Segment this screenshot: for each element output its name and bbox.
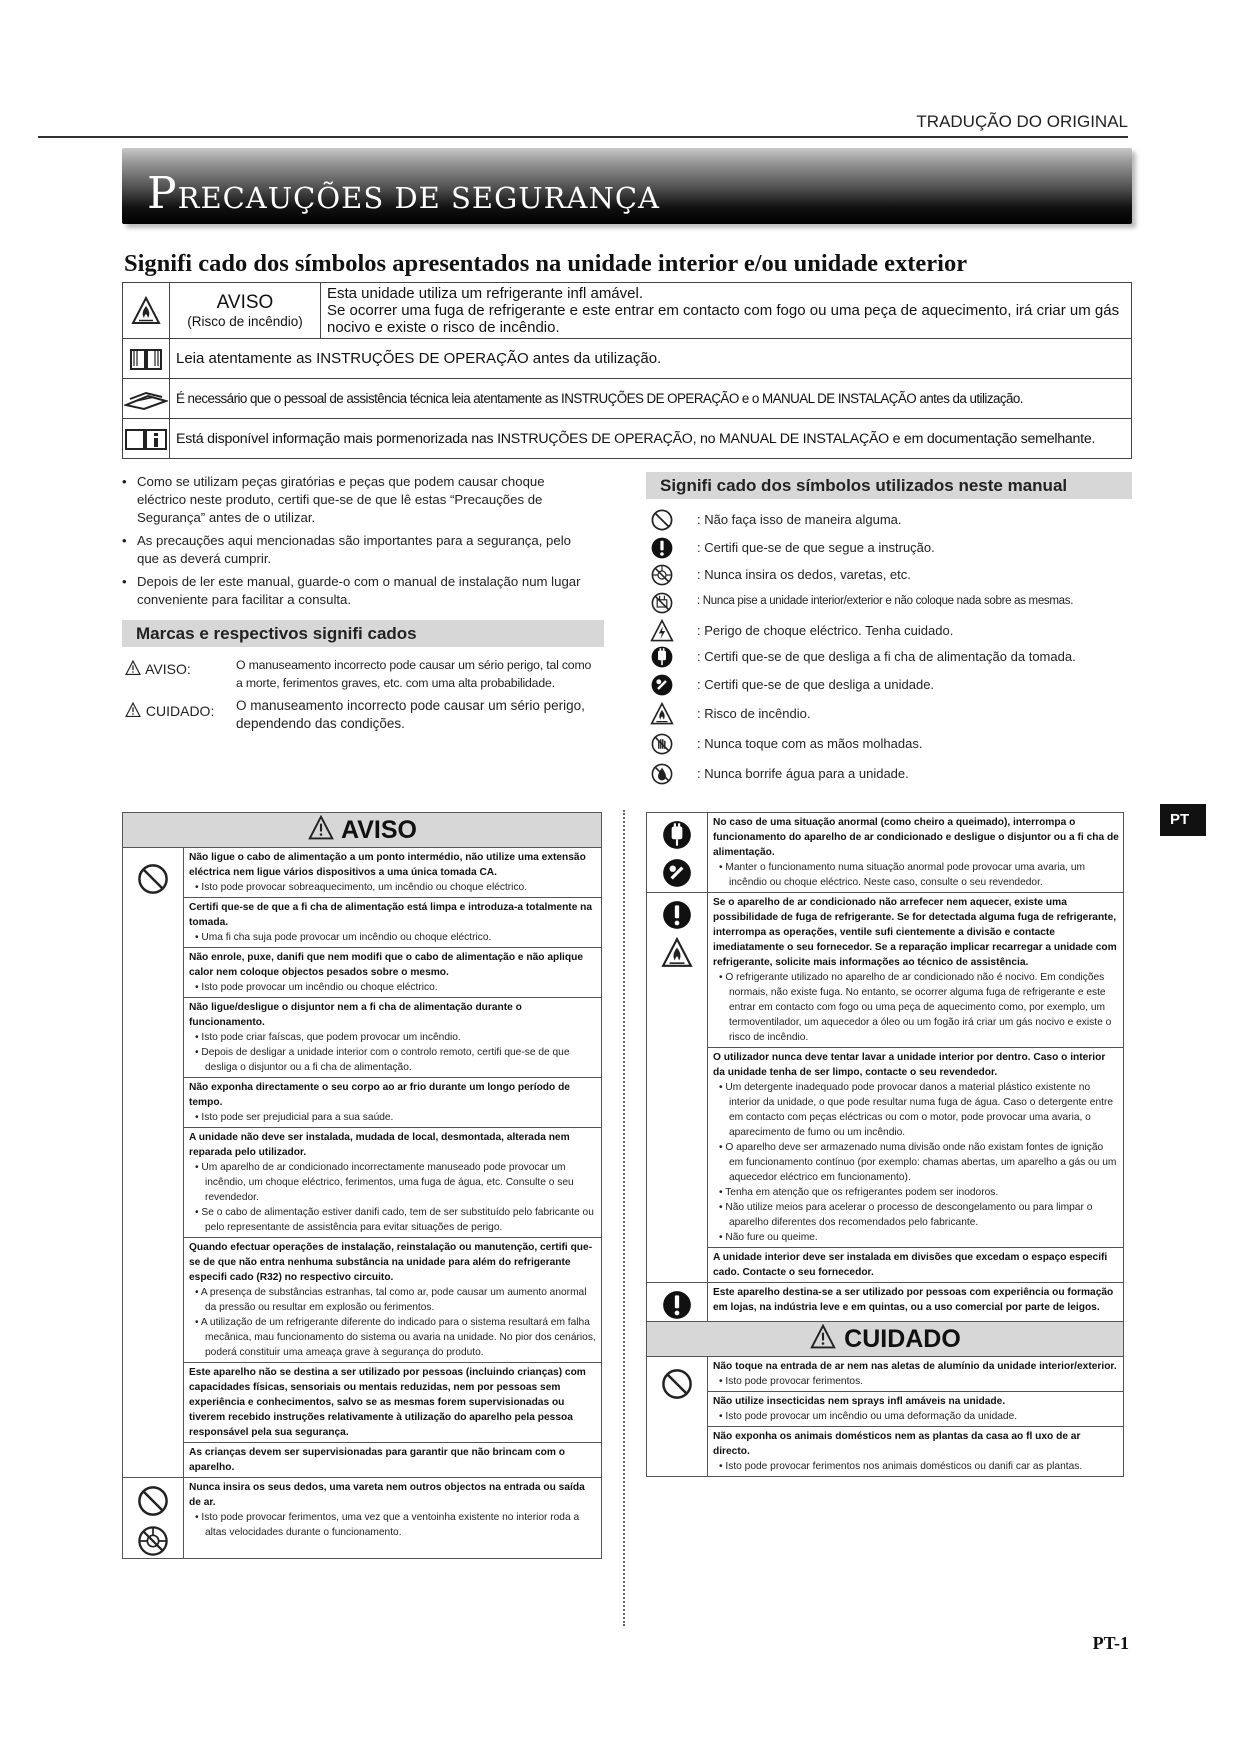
mark-cuidado-label: CUIDADO: [124, 702, 214, 719]
cuidado-heading: CUIDADO [647, 1322, 1123, 1357]
language-tab: PT [1160, 804, 1206, 836]
mark-aviso-text: O manuseamento incorrecto pode causar um sério perigo, tal como a morte, ferimentos graves, etc. com uma alta probabilidade. [236, 658, 592, 690]
mandatory-icon [647, 1283, 708, 1321]
cuidado-item: Não exponha os animais domésticos nem as plantas da casa ao fl uxo de ar directo. • Isto pode provocar ferimentos nos animais domésticos ou danifi car as plantas. [713, 1431, 1083, 1472]
right-group [647, 893, 1123, 1283]
prohibition-icon [650, 508, 674, 535]
unplug-icon [647, 813, 708, 892]
symbols-heading: Signifi cado dos símbolos apresentados na unidade interior e/ou unidade exterior [124, 250, 968, 277]
manual-symbols-heading: Signifi cado dos símbolos utilizados neste manual [646, 472, 1132, 499]
warning-icon [809, 1324, 837, 1350]
fire-risk-icon [661, 937, 693, 969]
manual-book-icon [123, 339, 170, 379]
prohibition-icon [647, 1357, 708, 1476]
no-fingers-icon [650, 563, 674, 590]
aviso-item: Certifi que-se de que a fi cha de alimentação está limpa e introduza-a totalmente na tomada. • Uma fi cha suja pode provocar um incêndio ou choque eléctrico. [184, 898, 601, 948]
fire-risk-icon [123, 283, 170, 339]
manual-row-text: Leia atentamente as INSTRUÇÕES DE OPERAÇÃO antes da utilização. [170, 339, 1132, 379]
service-row-text: É necessário que o pessoal de assistência técnica leia atentamente as INSTRUÇÕES DE OPERAÇÃO e o MANUAL DE INSTALAÇÃO antes da utilização. [170, 379, 1132, 419]
right-item: O utilizador nunca deve tentar lavar a unidade interior por dentro. Caso o interior da unidade tenha de ser limpo, contacte o seu revendedor. • Um detergente inadequado pode provocar danos a material plástico existente no interior da unidade, o que pode resultar numa fuga de água. Caso o detergente entre em contacto com peças eléctricas ou com o motor, pode provocar uma avaria, o aparecimento de fumo ou um incêndio. • O aparelho deve ser armazenado numa divisão onde não existam fontes de ignição em funcionamento contínuo (por exemplo: chamas abertas, um aparelho a gás ou um aquecedor eléctrico em funcionamento). • Tenha em atenção que os refrigerantes podem ser inodoros. • Não utilize meios para acelerar o processo de descongelamento ou para limpar o aparelho diferentes dos recomendados pelo fabricante. • Não fure ou queime. [708, 1048, 1123, 1248]
prohibition-icon [123, 1478, 184, 1558]
aviso-item: Não enrole, puxe, danifi que nem modifi que o cabo de alimentação e não aplique calor nem coloque objectos pesados sobre o mesmo. • Isto pode provocar um incêndio ou choque eléctrico. [184, 948, 601, 998]
no-water-spray-icon [650, 762, 674, 789]
aviso-item: Não ligue/desligue o disjuntor nem a fi cha de alimentação durante o funcionamento. • Isto pode criar faíscas, que podem provocar um incêndio. • Depois de desligar a unidade interior com o controlo remoto, certifi que-se de que desliga o disjuntor ou a fi cha de alimentação. [184, 998, 601, 1078]
right-warning-box [646, 812, 1124, 1477]
column-divider [623, 810, 625, 1626]
right-group [647, 813, 1123, 893]
service-manual-icon [123, 379, 170, 419]
right-group [647, 1283, 1123, 1322]
aviso-label: AVISO [216, 292, 274, 313]
aviso-group [123, 1478, 601, 1558]
mark-aviso-label: AVISO: [124, 660, 191, 677]
aviso-text: Esta unidade utiliza um refrigerante infl amável. Se ocorrer uma fuga de refrigerante e este entrar em contacto com fogo ou uma peça de aquecimento, irá criar um gás nocivo e existe o risco de incêndio. [321, 283, 1132, 339]
aviso-item: Quando efectuar operações de instalação, reinstalação ou manutenção, certifi que-se de que não entra nenhuma substância na unidade para além do refrigerante especifi cado (R32) no respectivo circuito. • A presença de substâncias estranhas, tal como ar, pode causar um aumento anormal da pressão ou resultar em explosão ou ferimentos. • A utilização de um refrigerante diferente do indicado para o sistema resultará em falha mecânica, mau funcionamento do sistema ou avaria na unidade. No pior dos cenários, poderá constituir uma ameaça grave à segurança do produto. [184, 1238, 601, 1363]
right-item: No caso de uma situação anormal (como cheiro a queimado), interrompa o funcionamento do aparelho de ar condicionado e desligue o disjuntor ou a fi cha de alimentação. • Manter o funcionamento numa situação anormal pode provocar uma avaria, um incêndio ou choque eléctrico. Neste caso, consulte o seu revendedor. [713, 817, 1119, 888]
switch-off-icon [650, 673, 674, 700]
prohibition-icon [123, 848, 184, 1477]
right-item: Este aparelho destina-se a ser utilizado por pessoas com experiência ou formação em lojas, na indústria leve e em quintas, ou a uso comercial por parte de leigos. [713, 1287, 1114, 1313]
bullet-item: • Depois de ler este manual, guarde-o com o manual de instalação num lugar conveniente para facilitar a consulta. [122, 574, 581, 607]
switch-off-icon [661, 857, 693, 889]
cuidado-item: Não toque na entrada de ar nem nas aletas de alumínio da unidade interior/exterior. • Isto pode provocar ferimentos. [708, 1357, 1123, 1392]
title-rest: RECAUÇÕES DE SEGURANÇA [177, 181, 660, 215]
unplug-icon [650, 645, 674, 672]
mandatory-icon [650, 536, 674, 563]
aviso-box [122, 812, 602, 1559]
aviso-label-cell [170, 283, 321, 339]
symbols-table [122, 282, 1132, 459]
fire-risk-icon [650, 702, 674, 729]
info-row-text: Está disponível informação mais pormenorizada nas INSTRUÇÕES DE OPERAÇÃO, no MANUAL DE INSTALAÇÃO e em documentação semelhante. [170, 419, 1132, 459]
bullet-item: • Como se utilizam peças giratórias e peças que podem causar choque eléctrico neste produto, certifi que-se de que lê estas “Precauções de Segurança” antes de o utilizar. [122, 474, 545, 525]
bullet-item: • As precauções aqui mencionadas são importantes para a segurança, pelo que as deverá cumprir. [122, 533, 571, 566]
info-icon [123, 419, 170, 459]
title-initial: P [147, 168, 178, 219]
page-number: PT-1 [1092, 1633, 1129, 1653]
aviso-items [184, 848, 601, 1477]
aviso-item: Não ligue o cabo de alimentação a um ponto intermédio, não utilize uma extensão eléctrica nem ligue vários dispositivos a uma única tomada CA. • Isto pode provocar sobreaquecimento, um incêndio ou choque eléctrico. [184, 848, 601, 898]
aviso-item: Nunca insira os seus dedos, uma vareta nem outros objectos na entrada ou saída de ar. • Isto pode provocar ferimentos, uma vez que a ventoinha existente no interior roda a altas velocidades durante o funcionamento. [189, 1482, 585, 1538]
warning-icon [307, 815, 335, 841]
no-wet-hands-icon [650, 732, 674, 759]
mandatory-icon [647, 893, 708, 1282]
header-rule [38, 136, 1128, 138]
no-fingers-icon [136, 1524, 170, 1558]
right-item: Se o aparelho de ar condicionado não arrefecer nem aquecer, existe uma possibilidade de fuga de refrigerante. Se for detectada alguma fuga de refrigerante, interrompa as operações, ventile sufi cientemente a divisão e contacte imediatamente o seu fornecedor. Se a reparação implicar recarregar a unidade com refrigerante, solicite mais informações ao técnico de assistência. • O refrigerante utilizado no aparelho de ar condicionado não é nocivo. Em condições normais, não existe fuga. No entanto, se ocorrer alguma fuga de refrigerante e este entrar em contacto com fogo ou uma peça de aquecimento como, por exemplo, um termoventilador, um aquecedor a óleo ou um fogão irá criar um gás nocivo e existe o risco de incêndio. [708, 893, 1123, 1048]
aviso-item: As crianças devem ser supervisionadas para garantir que não brincam com o aparelho. [189, 1447, 565, 1473]
aviso-item: Não exponha directamente o seu corpo ao ar frio durante um longo período de tempo. • Isto pode ser prejudicial para a sua saúde. [184, 1078, 601, 1128]
page-title [147, 168, 660, 219]
right-item: A unidade interior deve ser instalada em divisões que excedam o espaço especifi cado. Contacte o seu fornecedor. [713, 1252, 1108, 1278]
aviso-sublabel: (Risco de incêndio) [187, 314, 303, 329]
marks-heading: Marcas e respectivos signifi cados [122, 620, 604, 647]
cuidado-group [647, 1357, 1123, 1476]
cuidado-item: Não utilize insecticidas nem sprays infl amáveis na unidade. • Isto pode provocar um incêndio ou uma deformação da unidade. [708, 1392, 1123, 1427]
top-label: TRADUÇÃO DO ORIGINAL [916, 112, 1128, 131]
aviso-box-heading: AVISO [123, 813, 601, 848]
aviso-item: Este aparelho não se destina a ser utilizado por pessoas (incluindo crianças) com capacidades físicas, sensoriais ou mentais reduzidas, nem por pessoas sem experiência e conhecimentos, salvo se as mesmas forem supervisionadas ou tiverem recebido instruções relativamente à utilização do aparelho pela pessoa responsável pela sua segurança. [184, 1363, 601, 1443]
aviso-item: A unidade não deve ser instalada, mudada de local, desmontada, alterada nem reparada pelo utilizador. • Um aparelho de ar condicionado incorrectamente manuseado pode provocar um incêndio, um choque eléctrico, ferimentos, uma fuga de água, etc. Consulte o seu revendedor. • Se o cabo de alimentação estiver danifi cado, tem de ser substituído pelo fabricante ou pelo representante de assistência para evitar situações de perigo. [184, 1128, 601, 1238]
aviso-items [184, 1478, 601, 1558]
electric-shock-icon [650, 619, 674, 646]
mark-cuidado-text: O manuseamento incorrecto pode causar um sério perigo, dependendo das condições. [236, 698, 585, 731]
aviso-group [123, 848, 601, 1478]
no-step-icon [650, 591, 674, 618]
